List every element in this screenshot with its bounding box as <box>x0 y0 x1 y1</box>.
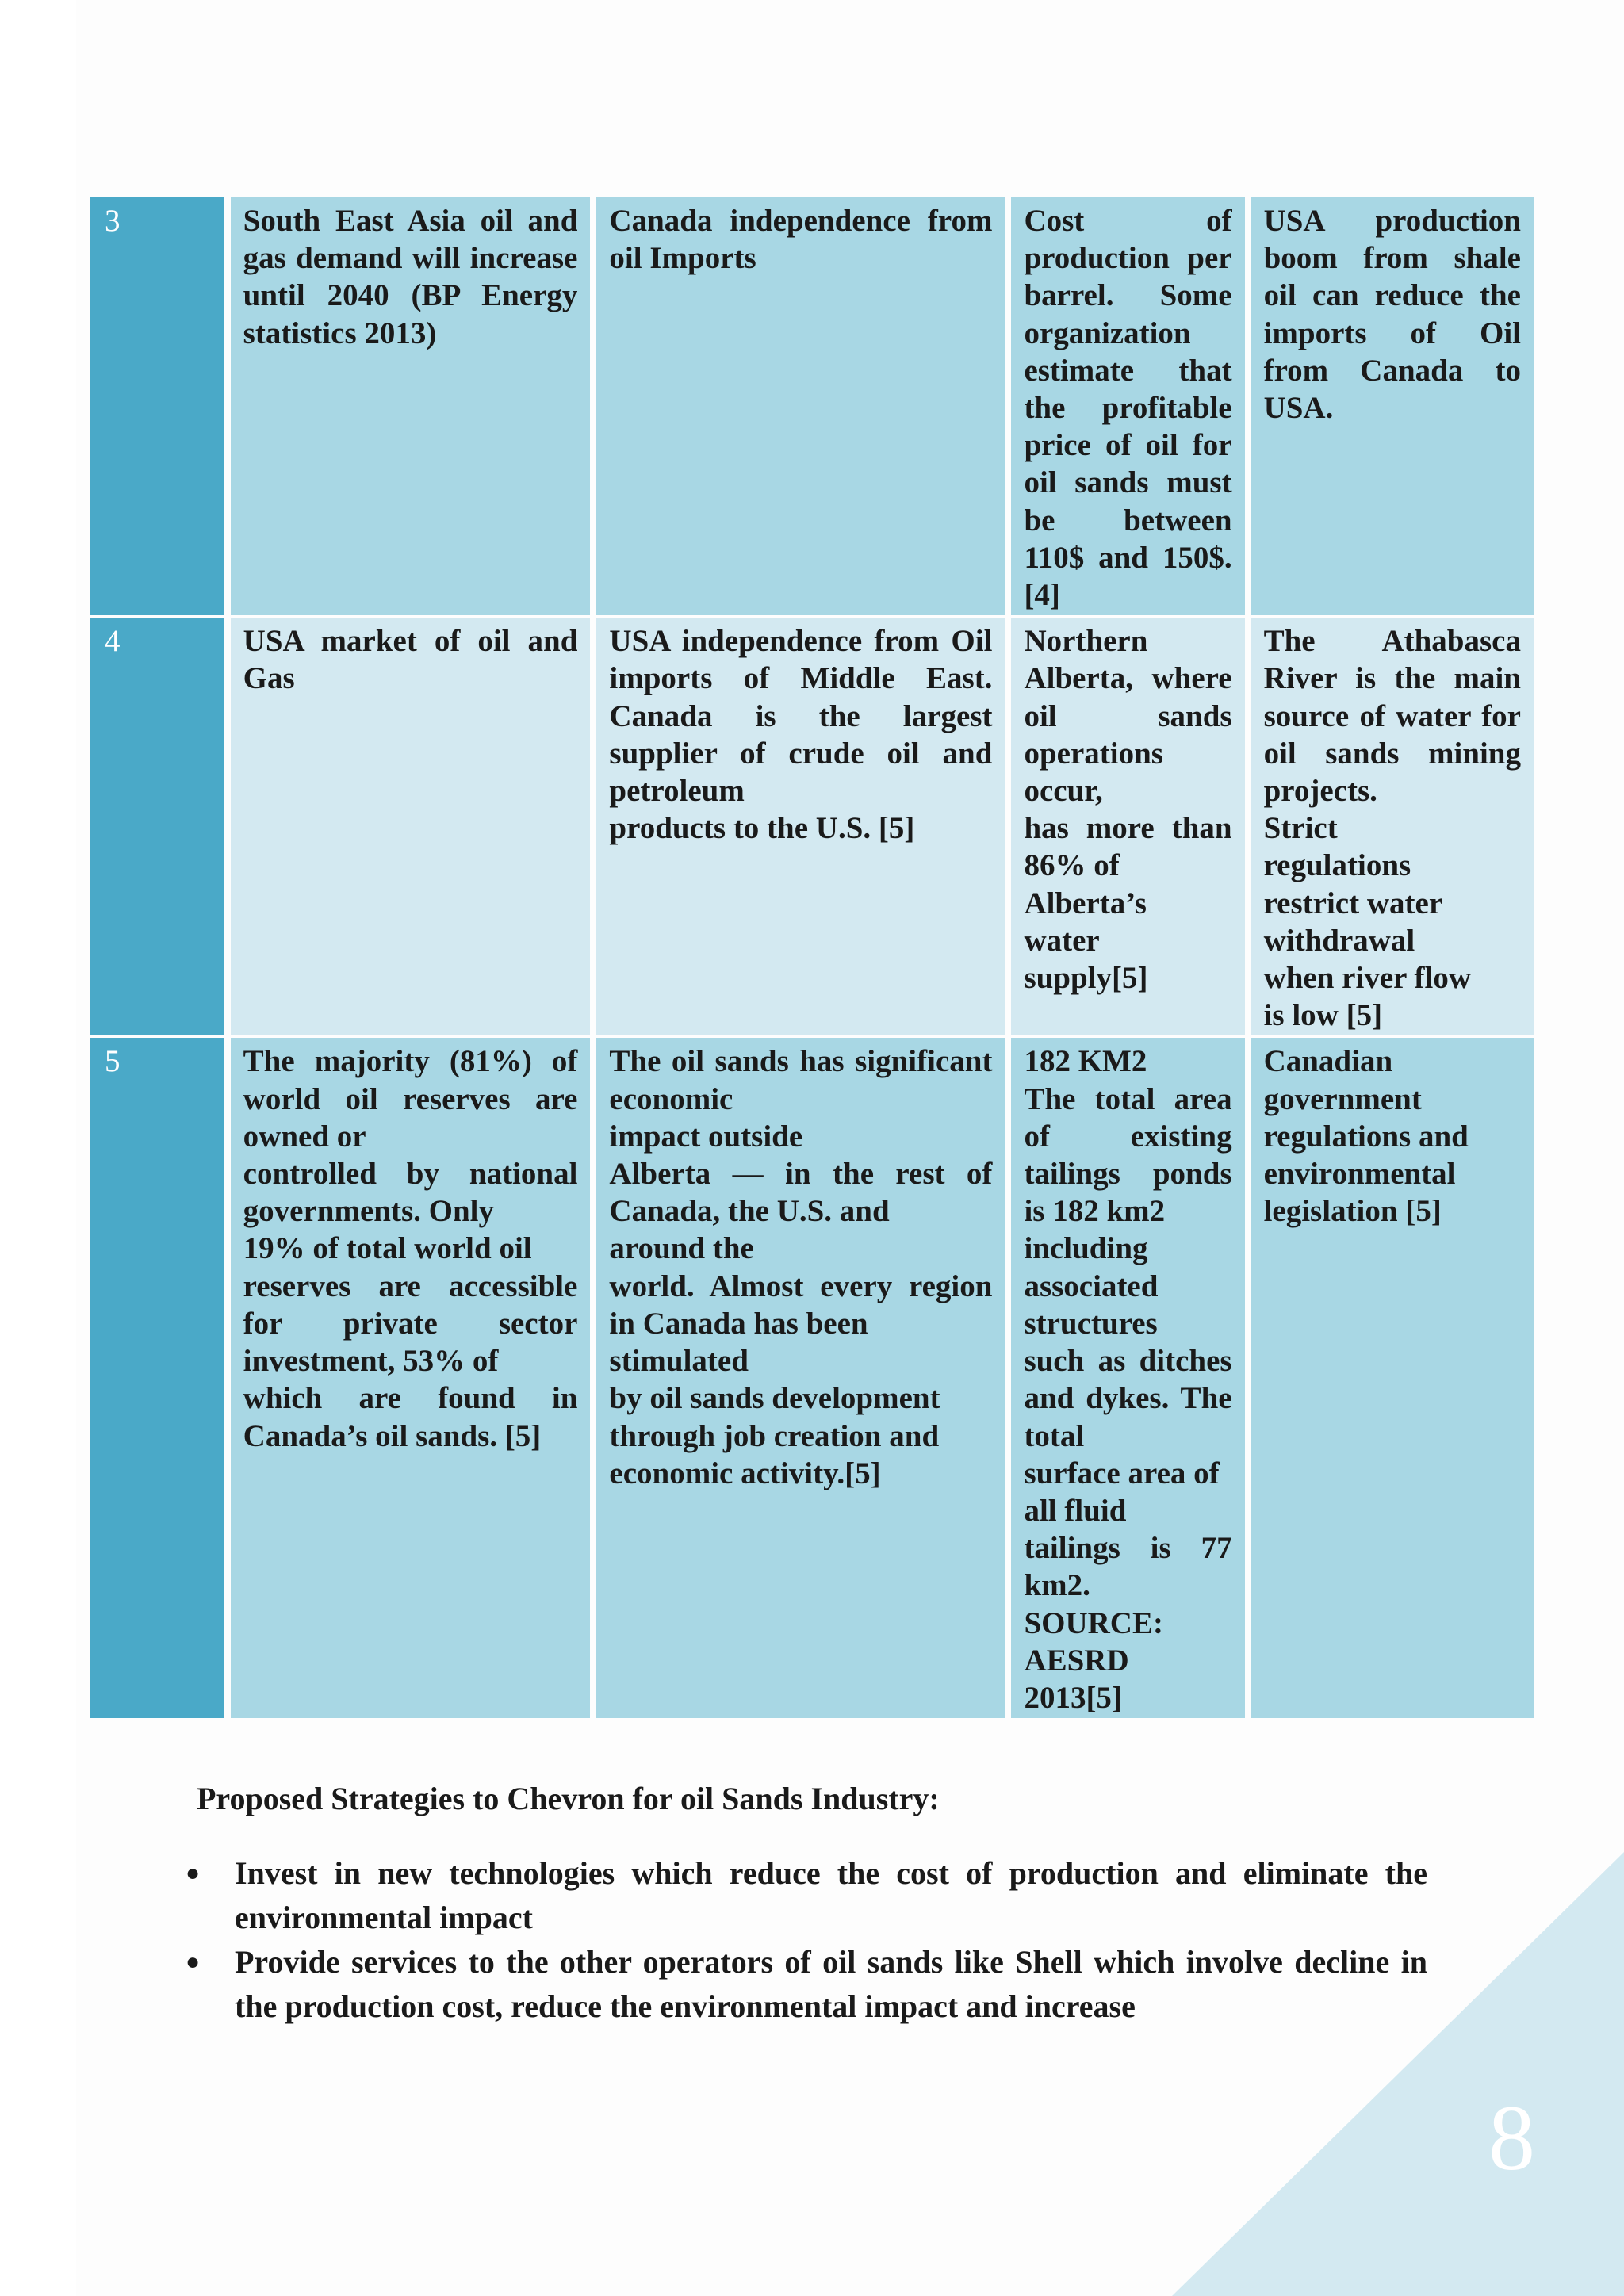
cell-text: around the <box>609 1231 754 1266</box>
cell-text: The total area of existing tailings ponds is 182 km2 <box>1024 1081 1232 1229</box>
cell-text: through job creation and <box>609 1418 940 1453</box>
cell-text: SOURCE: <box>1024 1605 1163 1640</box>
cell-text: withdrawal <box>1263 923 1415 958</box>
cell-text: Alberta’s <box>1024 886 1147 920</box>
cell-text: all fluid <box>1024 1493 1127 1528</box>
cell-text: 2013[5] <box>1024 1680 1122 1715</box>
section-heading: Proposed Strategies to Chevron for oil Sands Industry: <box>197 1781 940 1816</box>
cell-text: South East Asia oil and gas demand will increase until 2040 (BP Energy statistics 2013) <box>243 204 578 350</box>
cell-text: impact outside <box>609 1119 803 1154</box>
cell-text: restrict water <box>1263 886 1443 920</box>
cell-text: Canada independence from oil Imports <box>609 204 993 276</box>
cell-text: stimulated <box>609 1344 749 1379</box>
cell-text: 19% of total world oil <box>243 1231 532 1266</box>
cell-text: surface area of <box>1024 1456 1220 1490</box>
table-cell <box>596 1038 1005 1718</box>
table-cell <box>1251 1038 1534 1718</box>
cell-text: reserves are accessible for private sector investment, 53% of <box>243 1269 578 1379</box>
page-number: 8 <box>1488 2086 1535 2190</box>
cell-text: has more than 86% of <box>1024 811 1232 883</box>
table-cell <box>1251 197 1534 615</box>
cell-text: government <box>1263 1081 1422 1116</box>
cell-text: including <box>1024 1231 1148 1266</box>
cell-text: Alberta — in the rest of Canada, the U.S. and <box>609 1157 993 1229</box>
cell-text: structures <box>1024 1306 1158 1341</box>
cell-text: legislation [5] <box>1263 1194 1442 1229</box>
table-cell <box>1011 1038 1244 1718</box>
cell-text: such as ditches and dykes. The total <box>1024 1344 1232 1453</box>
cell-text: The oil sands has significant economic <box>609 1044 993 1116</box>
cell-text: USA market of oil and Gas <box>243 624 578 696</box>
cell-text: Northern Alberta, where oil sands operations occur, <box>1024 624 1232 809</box>
cell-text: The Athabasca River is the main source of water for oil sands mining projects. <box>1263 624 1521 809</box>
row-number: 5 <box>90 1038 224 1718</box>
cell-text: when river flow <box>1263 961 1471 996</box>
table-row <box>90 1038 1534 1718</box>
table-cell <box>1011 618 1244 1035</box>
table-cell <box>596 618 1005 1035</box>
cell-text: The majority (81%) of world oil reserves are owned or <box>243 1044 578 1154</box>
cell-text: world. Almost every region in Canada has been <box>609 1269 993 1341</box>
strategy-text: Provide services to the other operators of oil sands like Shell which involve decline in the production cost, reduce the environmental impact and increase <box>235 1944 1427 2024</box>
strategy-item <box>186 1940 1427 2029</box>
cell-text: AESRD <box>1024 1643 1129 1678</box>
cell-text: water <box>1024 923 1100 958</box>
cell-text: regulations and <box>1263 1119 1469 1154</box>
bullet-icon: ● <box>186 1949 201 1975</box>
cell-text: economic activity.[5] <box>609 1456 881 1490</box>
cell-text: USA independence from Oil imports of Middle East. Canada is the largest supplier of crude oil and petroleum <box>609 624 993 809</box>
cell-text: regulations <box>1263 848 1411 883</box>
cell-text: by oil sands development <box>609 1381 940 1416</box>
bullet-icon: ● <box>186 1860 201 1886</box>
table-cell <box>596 197 1005 615</box>
table-row <box>90 197 1534 615</box>
cell-text: associated <box>1024 1269 1159 1303</box>
cell-text: Cost of production per barrel. Some organization estimate that the profitable price of oil for oil sands must be between 110$ and 150$.[4] <box>1024 204 1232 613</box>
cell-text: tailings is 77 km2. <box>1024 1531 1232 1603</box>
row-number: 3 <box>90 197 224 615</box>
table-cell <box>1251 618 1534 1035</box>
table-cell <box>231 618 591 1035</box>
cell-text: supply[5] <box>1024 961 1148 996</box>
table-row <box>90 618 1534 1035</box>
strategy-text: Invest in new technologies which reduce the cost of production and eliminate the environmental impact <box>235 1855 1427 1935</box>
cell-text: products to the U.S. [5] <box>609 811 915 846</box>
cell-text: environmental <box>1263 1157 1456 1192</box>
cell-text: Strict <box>1263 811 1338 846</box>
cell-text: Canadian <box>1263 1044 1393 1079</box>
cell-text: controlled by national governments. Only <box>243 1157 578 1229</box>
cell-text: is low [5] <box>1263 998 1383 1033</box>
strategy-item <box>186 1851 1427 1940</box>
strategies-list <box>186 1851 1427 2029</box>
analysis-table <box>84 195 1540 1720</box>
table-cell <box>1011 197 1244 615</box>
row-number: 4 <box>90 618 224 1035</box>
table-cell <box>231 197 591 615</box>
cell-text: which are found in Canada’s oil sands. [5] <box>243 1381 578 1453</box>
cell-text: 182 KM2 <box>1024 1044 1147 1079</box>
table-cell <box>231 1038 591 1718</box>
cell-text: USA production boom from shale oil can reduce the imports of Oil from Canada to USA. <box>1263 204 1521 426</box>
